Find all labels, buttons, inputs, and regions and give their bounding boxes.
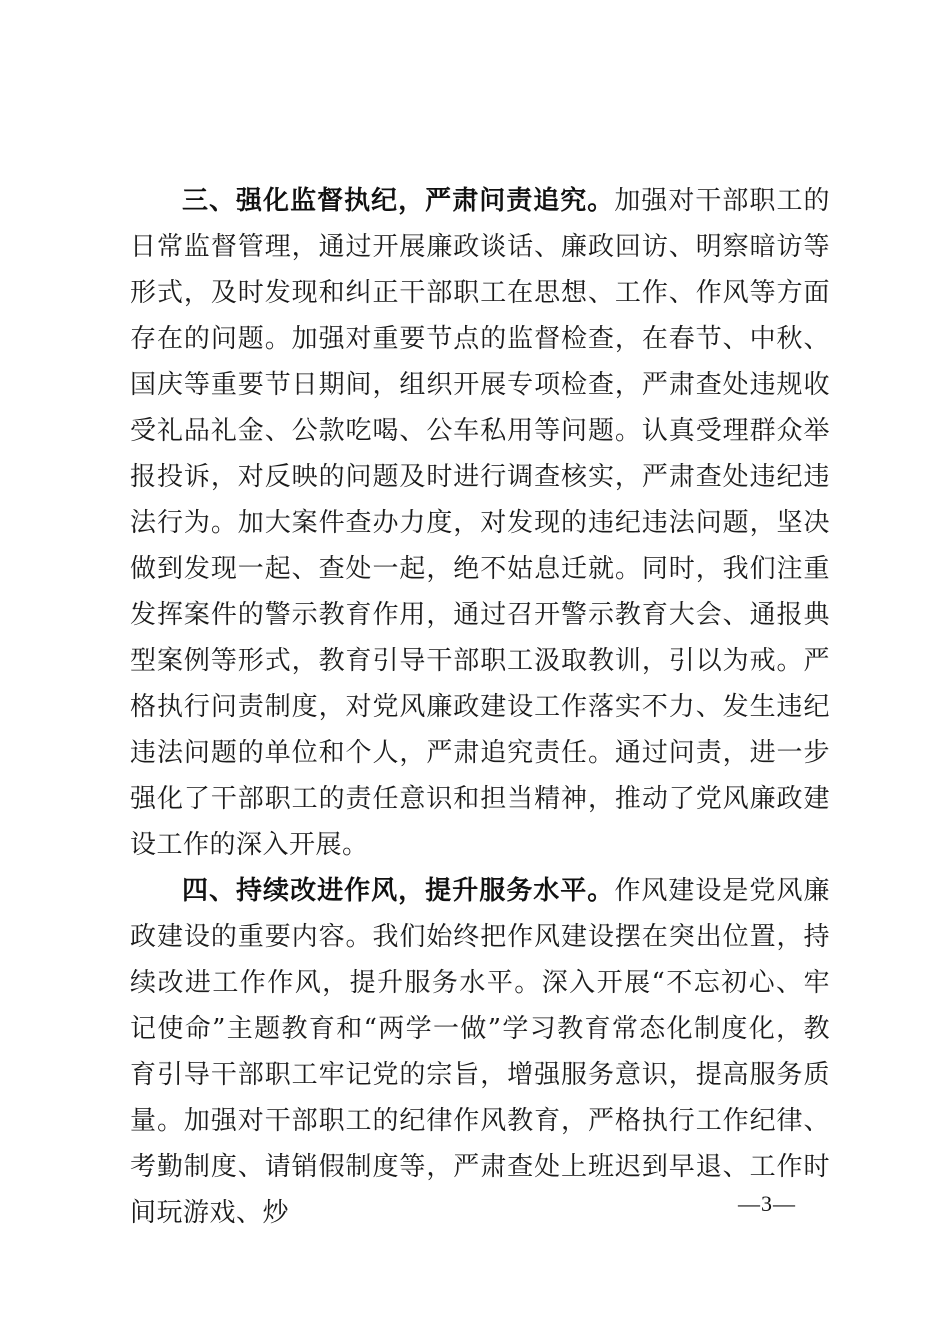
document-body [130, 178, 830, 1236]
paragraph-3-heading: 三、强化监督执纪，严肃问责追究。 [182, 186, 615, 216]
paragraph-4 [130, 868, 830, 1236]
paragraph-3 [130, 178, 830, 868]
paragraph-3-text: 加强对干部职工的日常监督管理，通过开展廉政谈话、廉政回访、明察暗访等形式，及时发现和纠正干部职工在思想、工作、作风等方面存在的问题。加强对重要节点的监督检查，在春节、中秋、国庆等重要节日期间，组织开展专项检查，严肃查处违规收受礼品礼金、公款吃喝、公车私用等问题。认真受理群众举报投诉，对反映的问题及时进行调查核实，严肃查处违纪违法行为。加大案件查办力度，对发现的违纪违法问题，坚决做到发现一起、查处一起，绝不姑息迁就。同时，我们注重发挥案件的警示教育作用，通过召开警示教育大会、通报典型案例等形式，教育引导干部职工汲取教训，引以为戒。严格执行问责制度，对党风廉政建设工作落实不力、发生违纪违法问题的单位和个人，严肃追究责任。通过问责，进一步强化了干部职工的责任意识和担当精神，推动了党风廉政建设工作的深入开展。 [130, 186, 830, 860]
paragraph-4-heading: 四、持续改进作风，提升服务水平。 [182, 876, 615, 906]
page-number: —3— [738, 1191, 796, 1216]
paragraph-4-text: 作风建设是党风廉政建设的重要内容。我们始终把作风建设摆在突出位置，持续改进工作作风，提升服务水平。深入开展“不忘初心、牢记使命”主题教育和“两学一做”学习教育常态化制度化，教育引导干部职工牢记党的宗旨，增强服务意识，提高服务质量。加强对干部职工的纪律作风教育，严格执行工作纪律、考勤制度、请销假制度等，严肃查处上班迟到早退、工作时间玩游戏、炒 [130, 876, 830, 1228]
